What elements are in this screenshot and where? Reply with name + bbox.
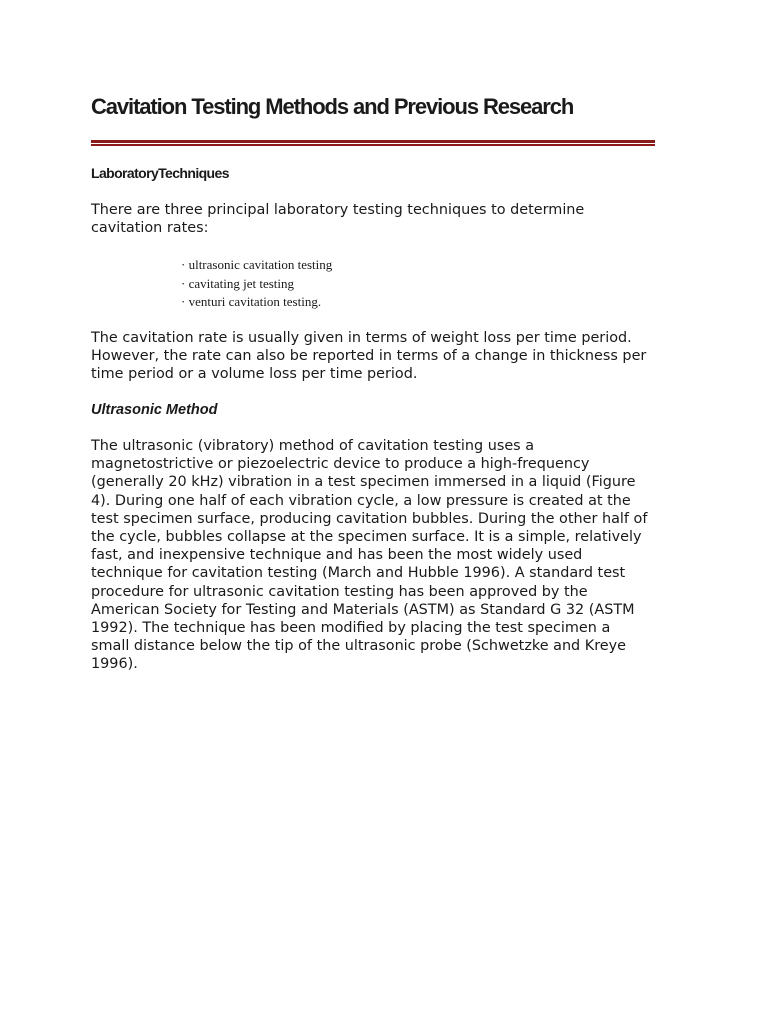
text-line: The cavitation rate is usually given in terms of weight loss per time period. xyxy=(91,330,632,346)
method-paragraph xyxy=(91,437,691,674)
text-line: American Society for Testing and Materials (ASTM) as Standard G 32 (ASTM xyxy=(91,601,635,618)
text-line: 1996). xyxy=(91,656,138,673)
text-line: magnetostrictive or piezoelectric device to produce a high-frequency xyxy=(91,456,590,473)
text-line: time period or a volume loss per time period. xyxy=(91,366,418,383)
list-item: · venturi cavitation testing. xyxy=(181,294,322,309)
intro-paragraph xyxy=(91,201,691,237)
technique-list xyxy=(181,256,332,312)
title-divider xyxy=(91,140,655,147)
rate-paragraph xyxy=(91,329,691,384)
text-line: (generally 20 kHz) vibration in a test specimen immersed in a liquid (Figure xyxy=(91,474,636,491)
text-line: The ultrasonic (vibratory) method of cavitation testing uses a xyxy=(91,438,535,454)
text-line: the cycle, bubbles collapse at the specimen surface. It is a simple, relatively xyxy=(91,529,642,546)
method-heading: Ultrasonic Method xyxy=(91,402,218,418)
text-line: cavitation rates: xyxy=(91,220,209,237)
text-line: test specimen surface, producing cavitation bubbles. During the other half of xyxy=(91,510,648,527)
text-line: There are three principal laboratory testing techniques to determine xyxy=(91,202,585,218)
text-line: 4). During one half of each vibration cycle, a low pressure is created at the xyxy=(91,492,631,509)
text-line: procedure for ultrasonic cavitation testing has been approved by the xyxy=(91,583,588,600)
text-line: 1992). The technique has been modified by placing the test specimen a xyxy=(91,620,611,637)
list-item: · cavitating jet testing xyxy=(181,275,294,291)
page-title: Cavitation Testing Methods and Previous Research xyxy=(91,94,574,119)
section-heading: LaboratoryTechniques xyxy=(91,165,229,181)
text-line: small distance below the tip of the ultrasonic probe (Schwetzke and Kreye xyxy=(91,638,627,655)
text-line: technique for cavitation testing (March and Hubble 1996). A standard test xyxy=(91,565,626,582)
list-item: · ultrasonic cavitation testing xyxy=(181,257,333,272)
text-line: fast, and inexpensive technique and has been the most widely used xyxy=(91,547,583,564)
text-line: However, the rate can also be reported in terms of a change in thickness per xyxy=(91,348,647,365)
